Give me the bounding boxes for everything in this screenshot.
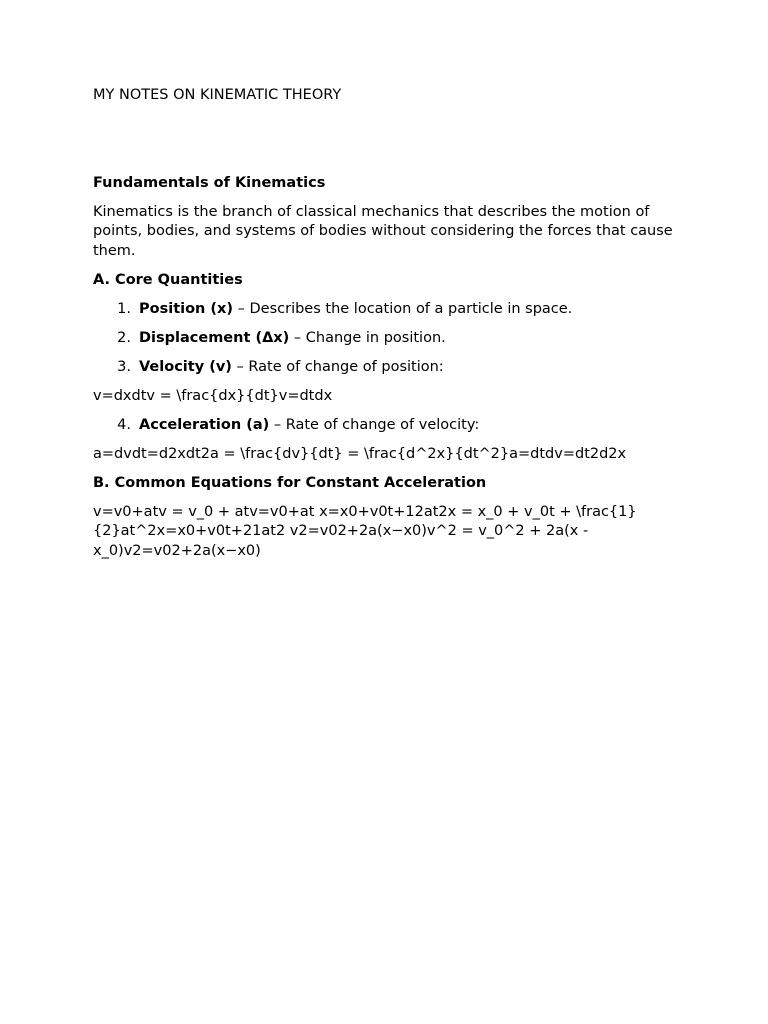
acceleration-formula: a=dvdt=d2xdt2a = \frac{dv}{dt} = \frac{d^2x}{dt^2}a=dtdv=dt2d2x bbox=[93, 445, 627, 462]
list-text bbox=[139, 416, 678, 436]
list-description: – Rate of change of position: bbox=[231, 358, 444, 375]
list-item-acceleration bbox=[93, 416, 678, 436]
section-heading: Fundamentals of Kinematics bbox=[93, 174, 326, 191]
list-number: 1. bbox=[117, 300, 131, 317]
document-body bbox=[93, 86, 678, 571]
list-number: 2. bbox=[117, 329, 131, 346]
list-term: Velocity (v) bbox=[139, 358, 232, 375]
list-description: – Change in position. bbox=[289, 329, 446, 346]
list-text bbox=[139, 358, 678, 378]
list-term: Displacement (Δx) bbox=[139, 329, 290, 346]
list-number: 3. bbox=[117, 358, 131, 375]
intro-paragraph: Kinematics is the branch of classical mechanics that describes the motion of points, bodies, and systems of bodies without considering the forces that cause them. bbox=[93, 203, 673, 259]
list-text bbox=[139, 300, 678, 320]
velocity-formula: v=dxdtv = \frac{dx}{dt}v=dtdx bbox=[93, 387, 333, 404]
list-term: Acceleration (a) bbox=[139, 416, 270, 433]
list-number: 4. bbox=[117, 416, 131, 433]
equations-paragraph: v=v0+atv = v_0 + atv=v0+at x=x0+v0t+12at2x = x_0 + v_0t + \frac{1}{2}at^2x=x0+v0t+21at2 v2=v02+2a(x−x0)v^2 = v_0^2 + 2a(x - x_0)v2=v02+2a(x−x0) bbox=[93, 503, 637, 559]
core-quantities-heading: A. Core Quantities bbox=[93, 271, 243, 288]
list-description: – Describes the location of a particle in space. bbox=[233, 300, 573, 317]
list-description: – Rate of change of velocity: bbox=[269, 416, 480, 433]
list-term: Position (x) bbox=[139, 300, 234, 317]
list-text bbox=[139, 329, 678, 349]
list-item-velocity bbox=[93, 358, 678, 378]
list-item-position bbox=[93, 300, 678, 320]
equations-heading: B. Common Equations for Constant Acceleration bbox=[93, 474, 487, 491]
list-item-displacement bbox=[93, 329, 678, 349]
document-title: MY NOTES ON KINEMATIC THEORY bbox=[93, 87, 342, 103]
